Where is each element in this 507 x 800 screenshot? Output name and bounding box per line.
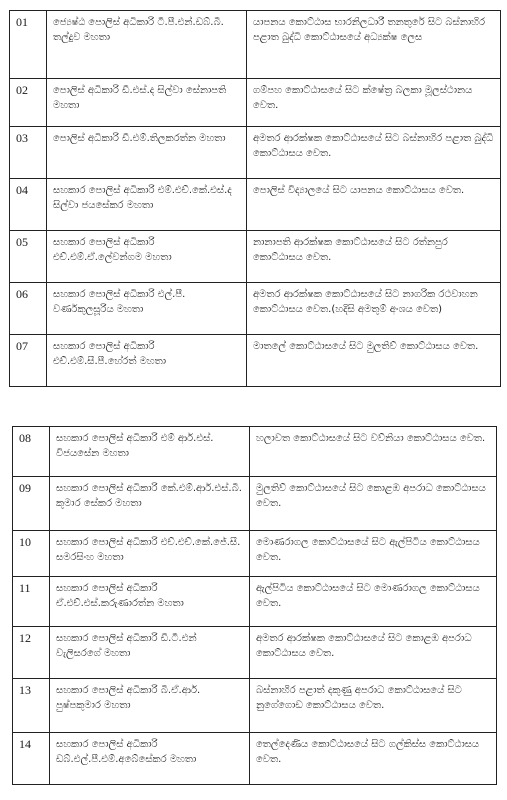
row-number: 04 bbox=[10, 179, 47, 231]
transfer-details: අමතර ආරක්ෂක කොට්ඨාසයේ සිට කොළඹ අපරාධ කොට්ඨාසය වෙත. bbox=[250, 627, 497, 679]
officer-name: පොලිස් අධිකාරි ඩී.එම්.තිලකරත්න මහතා bbox=[47, 127, 247, 179]
table-row bbox=[13, 477, 497, 531]
table-row bbox=[13, 427, 497, 477]
table-row bbox=[10, 283, 501, 335]
row-number: 03 bbox=[10, 127, 47, 179]
transfer-details: නානාපති ආරක්ෂක කොට්ඨාසයේ සිට රත්නපුර කොට්ඨාසය වෙත. bbox=[247, 231, 501, 283]
row-number: 10 bbox=[13, 531, 50, 577]
transfer-details: හලාවත කොට්ඨාසයේ සිට වව්නියා කොට්ඨාසය වෙත. bbox=[250, 427, 497, 477]
transfer-details: මාතලේ කොට්ඨාසයේ සිට මුලතිව් කොට්ඨාසය වෙත. bbox=[247, 335, 501, 387]
row-number: 09 bbox=[13, 477, 50, 531]
row-number: 08 bbox=[13, 427, 50, 477]
officer-name: පොලිස් අධිකාරි ඩී.එස්.ද සිල්වා සේනාපති මහතා bbox=[47, 79, 247, 127]
transfer-details: මුලතිව් කොට්ඨාසයේ සිට කොළඹ අපරාධ කොට්ඨාසය වෙත. bbox=[250, 477, 497, 531]
transfer-table-2 bbox=[12, 426, 497, 785]
table-row bbox=[13, 627, 497, 679]
transfer-details: ගම්පහ කොට්ඨාසයේ සිට ක්ෂේත්‍ර බලකා මූලස්ථානය වෙත. bbox=[247, 79, 501, 127]
officer-name: සහකාර පොලිස් අධිකාරි එල්.පී. වර්ණකුලසූරිය මහතා bbox=[47, 283, 247, 335]
table-row bbox=[10, 11, 501, 79]
officer-name: සහකාර පොලිස් අධිකාරි එච්.එච්.කේ.ජේ.සී. සමරසිංහ මහතා bbox=[50, 531, 250, 577]
table-row bbox=[13, 531, 497, 577]
table-row bbox=[10, 179, 501, 231]
table-row bbox=[10, 79, 501, 127]
officer-name: සහකාර පොලිස් අධිකාරි එම්.එච්.කේ.එස්.ද සිල්වා ජයසේකර මහතා bbox=[47, 179, 247, 231]
row-number: 11 bbox=[13, 577, 50, 627]
transfer-details: යාපනය කොට්ඨාස භාරනිලධාරී තනතුරේ සිට බස්නාහිර පළාත බුද්ධි කොට්ඨාසයේ අධ්‍යක්ෂ ලෙස bbox=[247, 11, 501, 79]
transfer-details: මොණරාගල කොට්ඨාසයේ සිට ඇල්පිටිය කොට්ඨාසය වෙත. bbox=[250, 531, 497, 577]
row-number: 06 bbox=[10, 283, 47, 335]
row-number: 01 bbox=[10, 11, 47, 79]
transfer-details: බස්නාහිර පළාත් දකුණු අපරාධ කොට්ඨාසයේ සිට නුගේගොඩ කොට්ඨාසය වෙත. bbox=[250, 679, 497, 733]
transfer-details: ඇල්පිටිය කොට්ඨාසයේ සිට මොණරාගල කොට්ඨාසය වෙත. bbox=[250, 577, 497, 627]
table-row bbox=[10, 335, 501, 387]
officer-name: සහකාර පොලිස් අධිකාරි ඒ.එච්.එස්.කරුණාරත්න මහතා bbox=[50, 577, 250, 627]
row-number: 13 bbox=[13, 679, 50, 733]
officer-name: සහකාර පොලිස් අධිකාරි ඩබ්.එල්.පී.එම්.අබේසේකර මහතා bbox=[50, 733, 250, 785]
transfer-details: තෙල්දෙණිය කොට්ඨාසයේ සිට ගල්කිස්ස කොට්ඨාසය වෙත. bbox=[250, 733, 497, 785]
table-row bbox=[10, 127, 501, 179]
officer-name: සහකාර පොලිස් අධිකාරි බී.ඒ.ආර්. පුෂ්පකුමාර මහතා bbox=[50, 679, 250, 733]
transfer-details: අමතර ආරක්ෂක කොට්ඨාසයේ සිට නාගරික රථවාහන කොට්ඨාසය වෙත.(හදිසි අමතුම් අංශය වෙත) bbox=[247, 283, 501, 335]
row-number: 07 bbox=[10, 335, 47, 387]
row-number: 14 bbox=[13, 733, 50, 785]
transfer-details: පොලිස් විද්‍යාලයේ සිට යාපනය කොට්ඨාසය වෙත. bbox=[247, 179, 501, 231]
row-number: 12 bbox=[13, 627, 50, 679]
table-row bbox=[13, 733, 497, 785]
officer-name: සහකාර පොලිස් අධිකාරි කේ.එම්.ආර්.එස්.බී. කුමාර සේකර මහතා bbox=[50, 477, 250, 531]
officer-name: සහකාර පොලිස් අධිකාරි එච්.එම්.ඒ.ලේවන්ගම මහතා bbox=[47, 231, 247, 283]
row-number: 02 bbox=[10, 79, 47, 127]
officer-name: ජ්‍යෙෂ්ඨ පොලිස් අධිකාරි ටී.පී.එන්.ඩබ්.බී. තල්දුව මහතා bbox=[47, 11, 247, 79]
officer-name: සහකාර පොලිස් අධිකාරි එච්.එම්.සී.පී.හේරත් මහතා bbox=[47, 335, 247, 387]
transfer-table-1 bbox=[9, 10, 501, 387]
table-row bbox=[10, 231, 501, 283]
officer-name: සහකාර පොලිස් අධිකාරි එම් ආර්.එස්. විජයසේන මහතා bbox=[50, 427, 250, 477]
table-row bbox=[13, 679, 497, 733]
officer-name: සහකාර පොලිස් අධිකාරි ඩී.ටී.එන් වැලිසරගේ මහතා bbox=[50, 627, 250, 679]
table-row bbox=[13, 577, 497, 627]
row-number: 05 bbox=[10, 231, 47, 283]
transfer-details: අමතර ආරක්ෂක කොට්ඨාසයේ සිට බස්නාහිර පළාත බුද්ධි කොට්ඨාසය වෙත. bbox=[247, 127, 501, 179]
